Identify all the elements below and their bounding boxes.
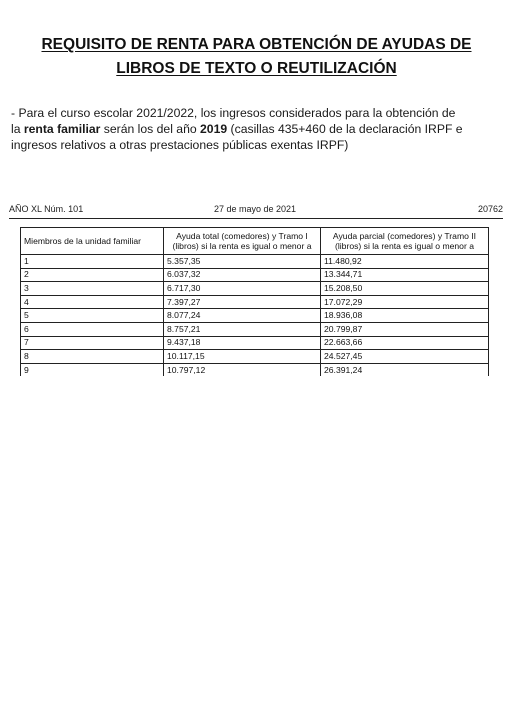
column-header-total-aid: Ayuda total (comedores) y Tramo I (libros) si la renta es igual o menor a [164, 228, 321, 255]
table-body [21, 255, 489, 377]
total-aid-cell: 5.357,35 [164, 255, 321, 269]
total-aid-cell: 9.437,18 [164, 336, 321, 350]
partial-aid-cell: 22.663,66 [321, 336, 489, 350]
members-cell: 5 [21, 309, 164, 323]
partial-aid-cell: 26.391,24 [321, 363, 489, 376]
partial-aid-cell: 17.072,29 [321, 295, 489, 309]
title-line-1: REQUISITO DE RENTA PARA OBTENCIÓN DE AYUDAS DE [41, 36, 472, 53]
table-row [21, 363, 489, 376]
table-row [21, 282, 489, 296]
intro-text: la [11, 122, 24, 136]
partial-aid-cell: 20.799,87 [321, 322, 489, 336]
members-cell: 4 [21, 295, 164, 309]
members-cell: 6 [21, 322, 164, 336]
partial-aid-cell: 11.480,92 [321, 255, 489, 269]
partial-aid-cell: 13.344,71 [321, 268, 489, 282]
intro-line-3: ingresos relativos a otras prestaciones públicas exentas IRPF) [11, 138, 349, 152]
table-row [21, 322, 489, 336]
gazette-date: 27 de mayo de 2021 [214, 204, 297, 214]
table-row [21, 255, 489, 269]
total-aid-cell: 7.397,27 [164, 295, 321, 309]
intro-paragraph [11, 105, 506, 153]
intro-text: serán los del año [100, 122, 201, 136]
intro-bold-year: 2019 [200, 122, 228, 136]
members-cell: 1 [21, 255, 164, 269]
partial-aid-cell: 15.208,50 [321, 282, 489, 296]
total-aid-cell: 8.077,24 [164, 309, 321, 323]
total-aid-cell: 10.797,12 [164, 363, 321, 376]
partial-aid-cell: 18.936,08 [321, 309, 489, 323]
gazette-page-number: 20762 [477, 204, 503, 214]
intro-line-2 [11, 121, 506, 137]
table-row [21, 309, 489, 323]
gazette-header [9, 204, 503, 218]
column-header-partial-aid: Ayuda parcial (comedores) y Tramo II (libros) si la renta es igual o menor a [321, 228, 489, 255]
partial-aid-cell: 24.527,45 [321, 350, 489, 364]
table-row [21, 336, 489, 350]
total-aid-cell: 6.037,32 [164, 268, 321, 282]
gazette-rule [9, 218, 503, 219]
members-cell: 9 [21, 363, 164, 376]
members-cell: 7 [21, 336, 164, 350]
table-row [21, 350, 489, 364]
total-aid-cell: 6.717,30 [164, 282, 321, 296]
total-aid-cell: 10.117,15 [164, 350, 321, 364]
total-aid-cell: 8.757,21 [164, 322, 321, 336]
table-header-row [21, 228, 489, 255]
table-row [21, 295, 489, 309]
intro-text: (casillas 435+460 de la declaración IRPF e [227, 122, 463, 136]
title-line-2: LIBROS DE TEXTO O REUTILIZACIÓN [116, 60, 397, 77]
intro-bold-renta: renta familiar [23, 122, 101, 136]
members-cell: 2 [21, 268, 164, 282]
document-title [18, 33, 495, 81]
income-threshold-table [20, 227, 489, 376]
intro-line-1: - Para el curso escolar 2021/2022, los ingresos considerados para la obtención de [11, 106, 456, 120]
table-row [21, 268, 489, 282]
members-cell: 3 [21, 282, 164, 296]
members-cell: 8 [21, 350, 164, 364]
gazette-issue: AÑO XL Núm. 101 [9, 204, 84, 214]
column-header-members: Miembros de la unidad familiar [21, 228, 164, 255]
